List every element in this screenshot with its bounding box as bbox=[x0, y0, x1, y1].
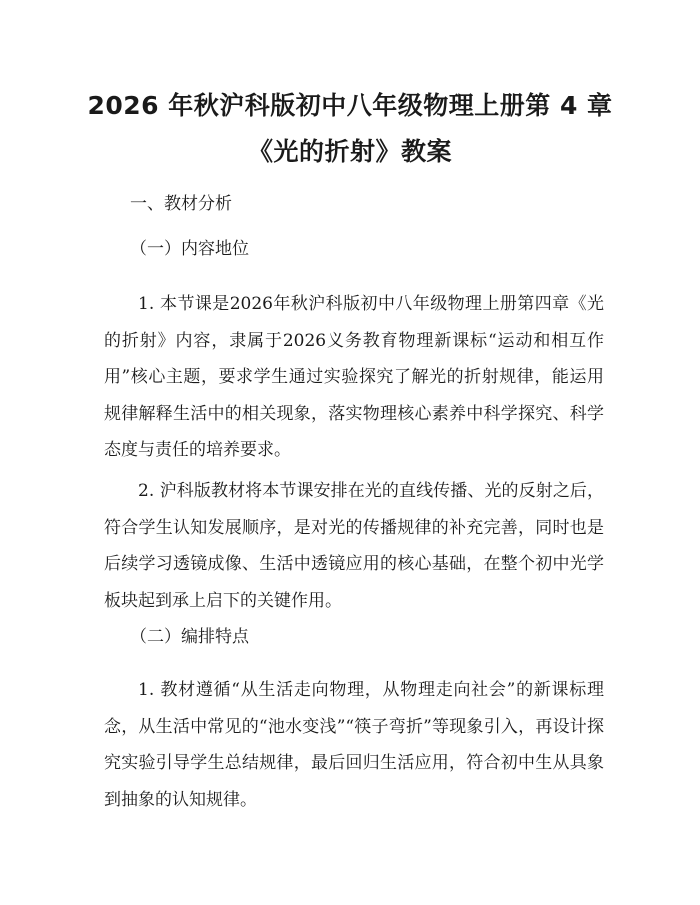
section-heading-textbook-analysis: 一、教材分析 bbox=[130, 194, 232, 214]
document-title-line-1: 2026 年秋沪科版初中八年级物理上册第 4 章 bbox=[87, 91, 613, 120]
paragraph-content-position-1: 1. 本节课是2026年秋沪科版初中八年级物理上册第四章《光的折射》内容，隶属于2026义务教育物理新课标“运动和相互作用”核心主题，要求学生通过实验探究了解光的折射规律，能运用规律解释生活中的相关现象，落实物理核心素养中科学探究、科学态度与责任的培养要求。 bbox=[104, 294, 604, 460]
document-title-line-2: 《光的折射》教案 bbox=[247, 137, 452, 166]
paragraph-layout-features-1: 1. 教材遵循“从生活走向物理，从物理走向社会”的新课标理念，从生活中常见的“池水变浅”“筷子弯折”等现象引入，再设计探究实验引导学生总结规律，最后回归生活应用，符合初中生从具象到抽象的认知规律。 bbox=[104, 680, 604, 810]
paragraph-content-position-2: 2. 沪科版教材将本节课安排在光的直线传播、光的反射之后，符合学生认知发展顺序，是对光的传播规律的补充完善，同时也是后续学习透镜成像、生活中透镜应用的核心基础，在整个初中光学板块起到承上启下的关键作用。 bbox=[104, 481, 604, 611]
subsection-heading-layout-features: （二）编排特点 bbox=[130, 627, 249, 647]
subsection-heading-content-position: （一）内容地位 bbox=[130, 239, 249, 259]
